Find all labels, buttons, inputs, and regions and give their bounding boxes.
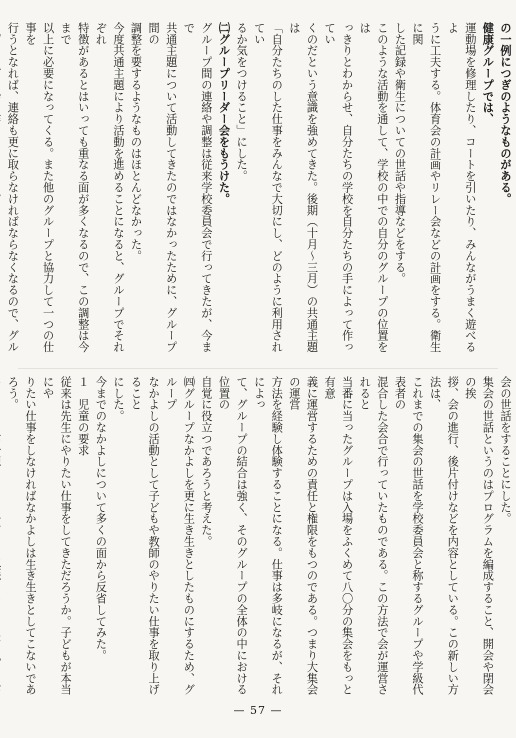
text-line: した記録や衛生についての世話や指導などをする。: [393, 22, 407, 285]
text-line: 拶、会の進行、後片付けなどを内容としている。この新しい方法は、: [428, 376, 460, 696]
text-line: なかよしの活動として子どもや教師のやりたい仕事を取り上げること: [129, 376, 161, 696]
text-line: の一例につぎのようなものがある。: [499, 22, 513, 205]
text-line: 当番に当ったグループは入場をふくめて八〇分の集会をもっと有意: [323, 376, 354, 696]
text-line: 義に運営するための責任と権限をもつのである。つまり大集会の運営: [287, 376, 319, 696]
text-line: 「自分たちのした仕事をみんなで大切にし、どのように利用されてい: [252, 22, 284, 353]
lower-text-block: [6, 376, 514, 698]
text-line: ㈡グループリーダー会をもうけた。: [217, 22, 232, 205]
text-line: くのだという意識を強めてきた。後期（十月〜三月）の共通主題は: [287, 22, 319, 353]
text-line: これまでの集会の世話を学校委員会と称するグループや学級代表者の: [393, 376, 425, 696]
page-number: — 57 —: [233, 704, 283, 717]
text-line: 調整を要するようなものはほとんどなかった。: [129, 22, 143, 262]
text-line: 共通主題について活動してきたのではなかったために、グループ間の: [147, 22, 178, 353]
text-line: 集会の世話というのはプログラムを編成すること、開会や閉会の挨: [463, 376, 495, 696]
text-line: 会の世話をすることにした。: [499, 376, 512, 525]
text-line: 混合した会合で行っていたものである。この方法で会が運営されると: [358, 376, 389, 696]
section-divider: [18, 368, 498, 369]
text-line: て、グループの結合は強く、そのグループの全体の中における位置の: [217, 376, 249, 696]
text-line: 今までのなかよしについて多くの面から反省してみた。: [94, 376, 108, 661]
text-line: りたい仕事をしなければなかよしは生き生きとしてこないであろう。: [6, 376, 37, 696]
text-line: 行うとなれば、連絡も更に取らなければならなくなるので、グル: [6, 22, 20, 353]
text-line: [0, 376, 4, 698]
text-line: 特徴があるとはいっても重なる面が多くなるので、この調整は今まで: [59, 22, 90, 353]
text-line: 自覚に役立つであろうと考えた。: [199, 376, 213, 547]
text-line: るか気をつけること」にした。: [235, 22, 249, 182]
text-line: 今度共通主題により活動を進めることになると、グループでそれぞれ: [94, 22, 125, 353]
upper-text-block: [6, 22, 514, 362]
text-line: 方法を経験し体験することになる。仕事は多岐になるが、それによっ: [252, 376, 284, 696]
text-line: 従来は先生にやりたい仕事をしてきただろうか。子どもが本当にや: [41, 376, 73, 696]
text-line: 健康グループでは、: [481, 22, 496, 125]
text-line: １ 児童の要求: [76, 376, 90, 456]
text-line: うに工夫する。体育会の計画やリレー会などの計画をする。衛生に関: [411, 22, 442, 353]
text-line: ㈣グループなかよしを更に生き生きとしたものにするため、グループ: [164, 376, 196, 696]
text-line: このような活動を通して、学校の中での自分のグループの位置をは: [358, 22, 389, 353]
text-line: グループ間の連絡や調整は従来学校委員会で行ってきたが、今まで: [182, 22, 213, 353]
text-line: にした。: [111, 376, 125, 422]
text-line: っきりとわからせ、自分たちの学校を自分たちの手によって作ってい: [323, 22, 354, 353]
text-line: 以上に必要になってくる。また他のグループと協力して一つの仕事を: [23, 22, 55, 353]
text-line: 運動場を修理したり、コートを引いたり、みんながうまく遊べるよ: [446, 22, 477, 353]
